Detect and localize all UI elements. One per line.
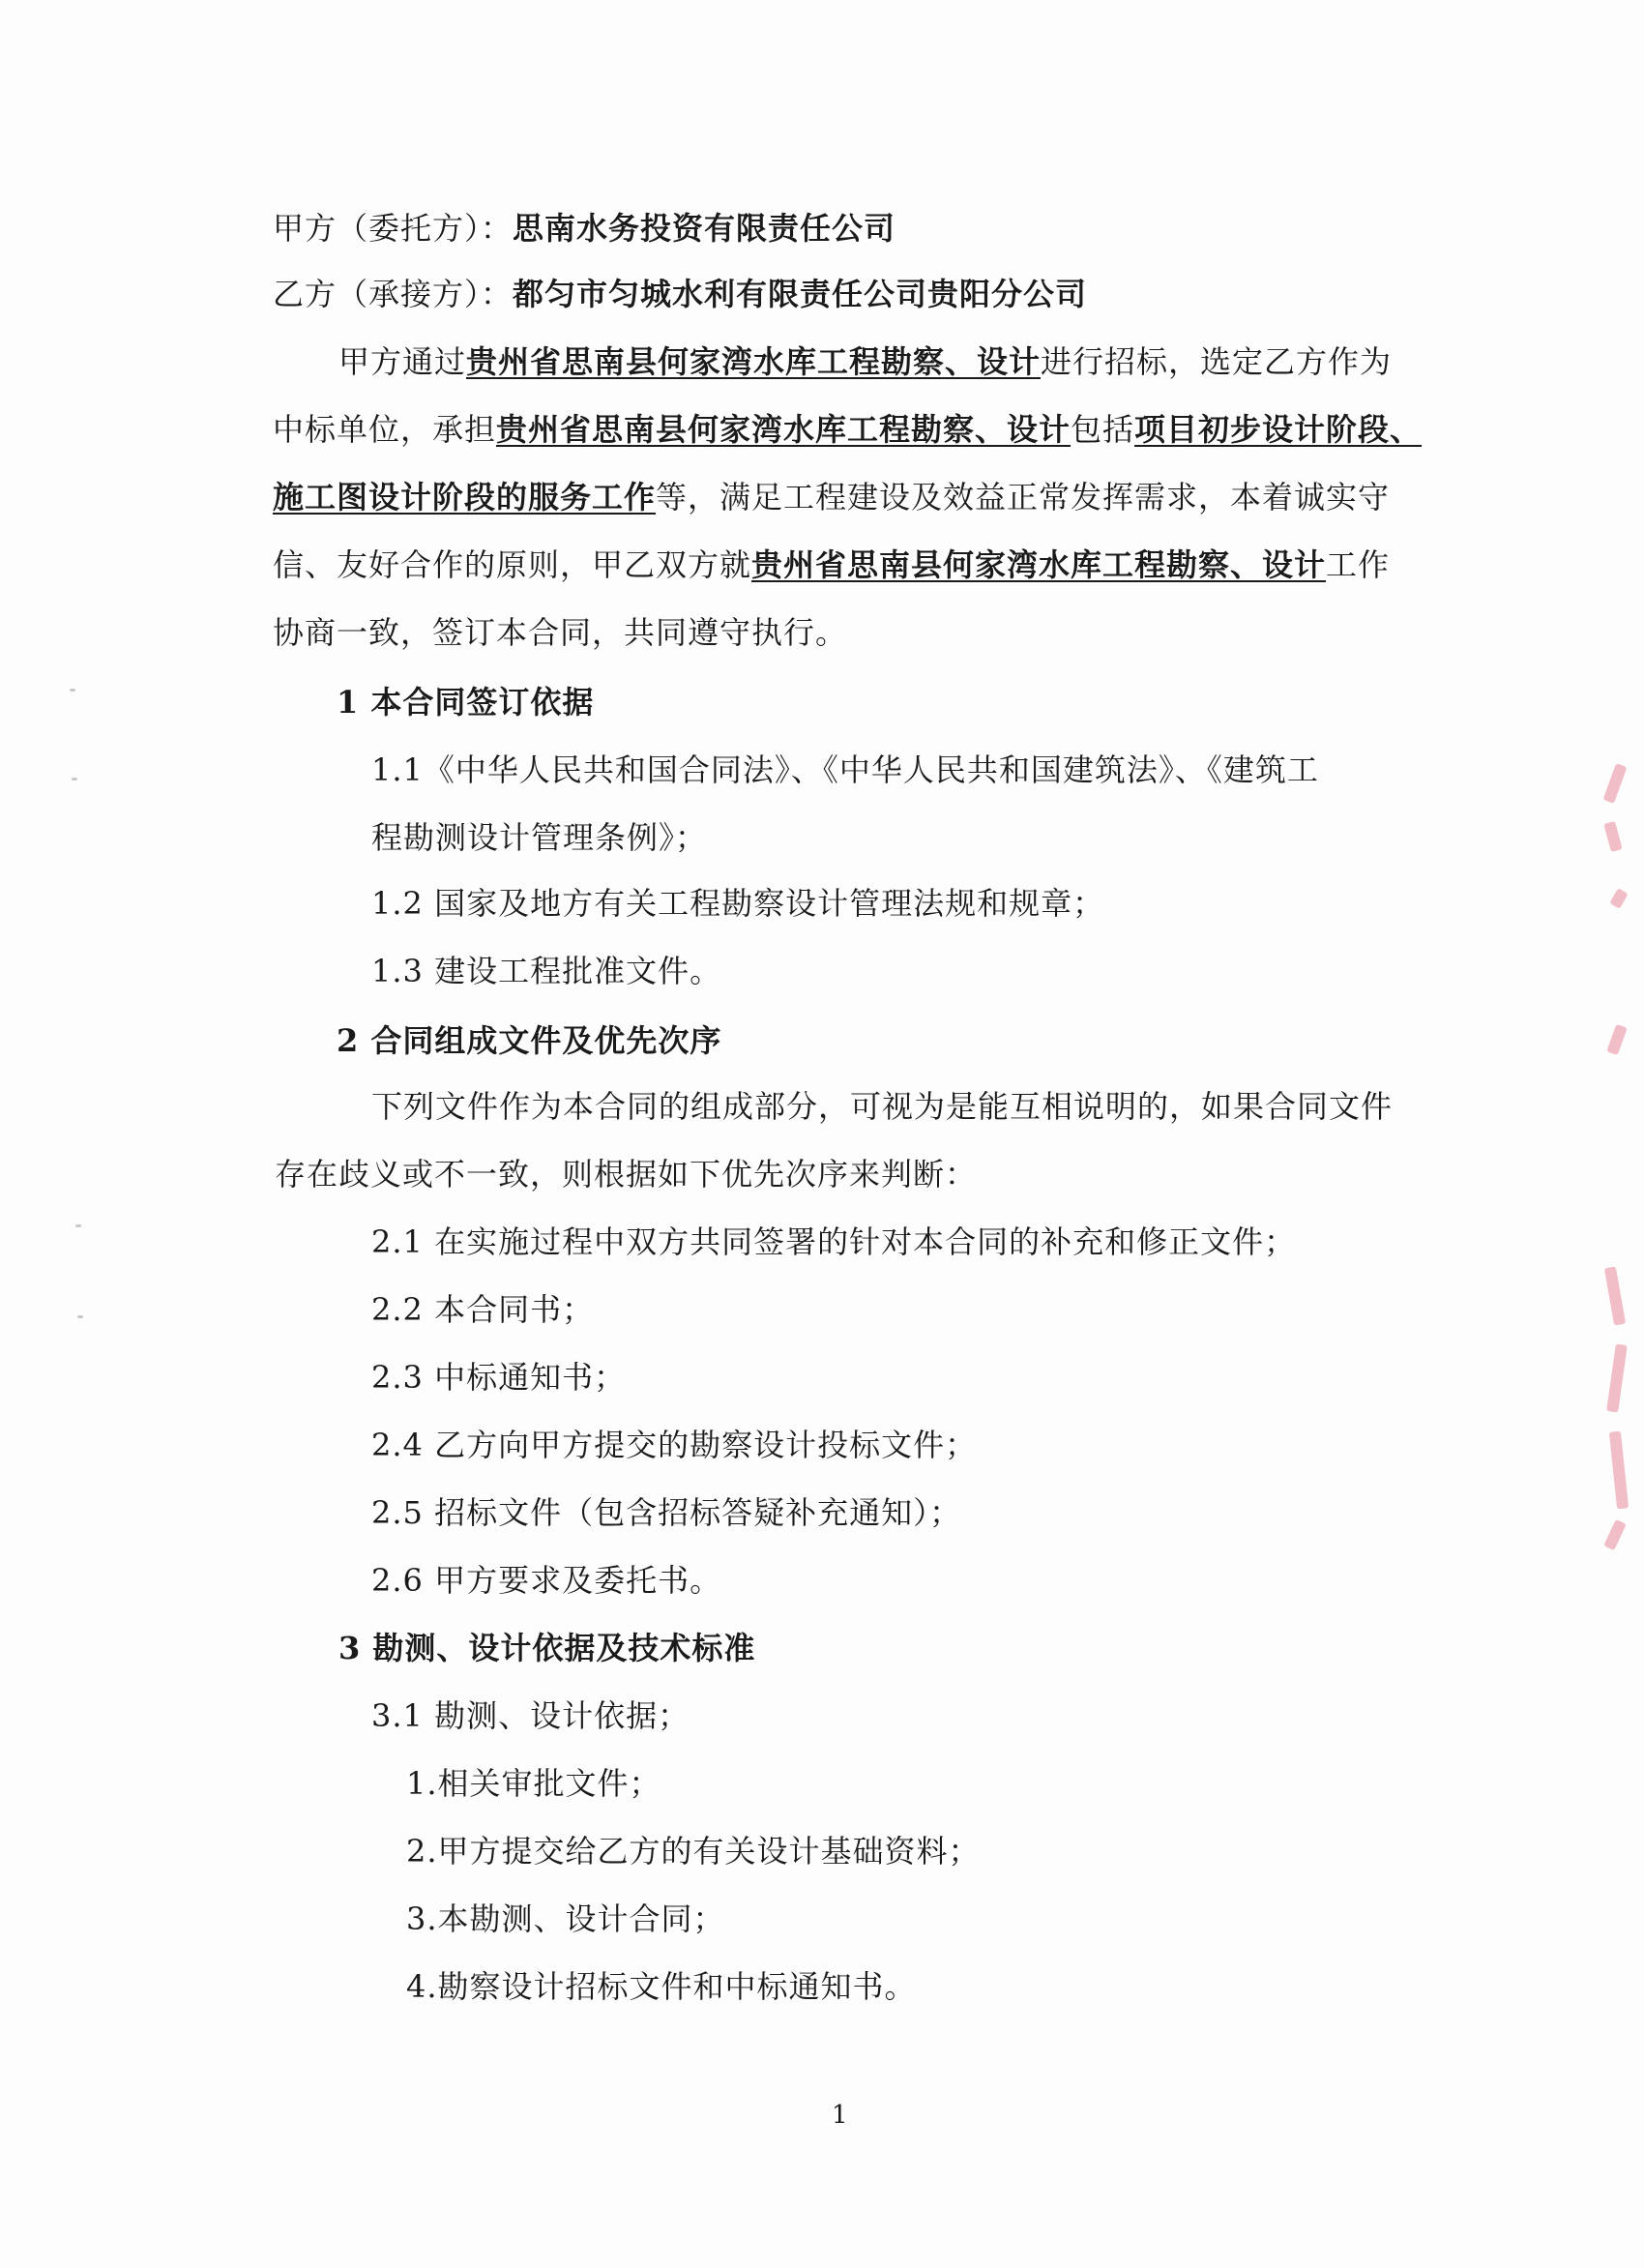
section-1-item-1-line-1: 1.1《中华人民共和国合同法》、《中华人民共和国建筑法》、《建筑工 bbox=[371, 751, 1319, 788]
stamp-fragment bbox=[1603, 1519, 1627, 1550]
scan-speck bbox=[75, 1224, 81, 1227]
intro-text: 甲方通过 bbox=[338, 343, 467, 380]
section-2-item: 2.4 乙方向甲方提交的勘察设计投标文件； bbox=[371, 1427, 978, 1463]
project-name-underlined: 贵州省思南县何家湾水库工程勘察、设计 bbox=[466, 343, 1042, 380]
section-2-item: 2.2 本合同书； bbox=[371, 1291, 595, 1328]
section-1-item-2: 1.2 国家及地方有关工程勘察设计管理法规和规章； bbox=[371, 885, 1105, 922]
section-2-heading: 2 合同组成文件及优先次序 bbox=[337, 1022, 722, 1059]
stamp-fragment bbox=[1609, 888, 1628, 909]
party-b-line bbox=[273, 275, 1087, 313]
stamp-fragment bbox=[1603, 763, 1628, 804]
scan-speck bbox=[70, 689, 75, 692]
stamp-fragment bbox=[1606, 1024, 1628, 1055]
section-2-item: 2.5 招标文件（包含招标答疑补充通知）； bbox=[371, 1494, 962, 1531]
section-1-item-3: 1.3 建设工程批准文件。 bbox=[371, 953, 722, 989]
section-3-item: 2.甲方提交给乙方的有关设计基础资料； bbox=[406, 1833, 981, 1870]
party-b-name: 都匀市匀城水利有限责任公司贵阳分公司 bbox=[513, 276, 1088, 312]
intro-line-2 bbox=[273, 410, 1422, 449]
section-3-sub: 3.1 勘测、设计依据； bbox=[371, 1697, 690, 1734]
section-2-item: 2.1 在实施过程中双方共同签署的针对本合同的补充和修正文件； bbox=[371, 1223, 1297, 1260]
intro-text: 工作 bbox=[1326, 546, 1391, 583]
project-name-underlined: 贵州省思南县何家湾水库工程勘察、设计 bbox=[751, 546, 1327, 583]
stamp-fragment bbox=[1604, 1266, 1626, 1325]
section-1-item-1-line-2: 程勘测设计管理条例》； bbox=[371, 819, 708, 856]
section-2-intro-line-2: 存在歧义或不一致，则根据如下优先次序来判断： bbox=[275, 1156, 978, 1193]
scope-underlined: 项目初步设计阶段、 bbox=[1134, 411, 1423, 448]
party-a-name: 思南水务投资有限责任公司 bbox=[513, 210, 896, 247]
party-a-line bbox=[273, 209, 895, 248]
section-2-item: 2.3 中标通知书； bbox=[371, 1359, 627, 1396]
intro-line-3 bbox=[273, 478, 1390, 516]
page-number: 1 bbox=[832, 2101, 848, 2130]
scope-underlined: 施工图设计阶段的服务工作 bbox=[273, 479, 657, 515]
intro-text: 包括 bbox=[1071, 411, 1135, 448]
section-2-intro-line-1: 下列文件作为本合同的组成部分，可视为是能互相说明的，如果合同文件 bbox=[371, 1088, 1394, 1125]
stamp-fragment bbox=[1609, 1431, 1629, 1510]
intro-text: 等，满足工程建设及效益正常发挥需求，本着诚实守 bbox=[656, 479, 1391, 515]
intro-line-1 bbox=[338, 342, 1392, 381]
section-3-item: 4.勘察设计招标文件和中标通知书。 bbox=[406, 1968, 917, 2005]
party-b-label: 乙方（承接方）： bbox=[273, 276, 514, 312]
project-name-underlined: 贵州省思南县何家湾水库工程勘察、设计 bbox=[496, 411, 1072, 448]
scan-speck bbox=[72, 778, 77, 781]
section-3-heading: 3 勘测、设计依据及技术标准 bbox=[338, 1630, 756, 1666]
scan-speck bbox=[77, 1315, 83, 1318]
stamp-fragment bbox=[1603, 821, 1622, 852]
intro-text: 信、友好合作的原则，甲乙双方就 bbox=[273, 546, 752, 583]
intro-text: 进行招标，选定乙方作为 bbox=[1041, 343, 1393, 380]
intro-line-4 bbox=[273, 545, 1390, 584]
intro-text: 中标单位，承担 bbox=[273, 411, 497, 448]
stamp-fragment bbox=[1606, 1344, 1628, 1413]
section-3-item: 1.相关审批文件； bbox=[406, 1765, 661, 1802]
section-1-heading: 1 本合同签订依据 bbox=[337, 684, 595, 721]
section-3-item: 3.本勘测、设计合同； bbox=[406, 1900, 725, 1937]
party-a-label: 甲方（委托方）： bbox=[273, 210, 514, 247]
section-2-item: 2.6 甲方要求及委托书。 bbox=[371, 1562, 722, 1599]
intro-line-5: 协商一致，签订本合同，共同遵守执行。 bbox=[273, 614, 848, 651]
